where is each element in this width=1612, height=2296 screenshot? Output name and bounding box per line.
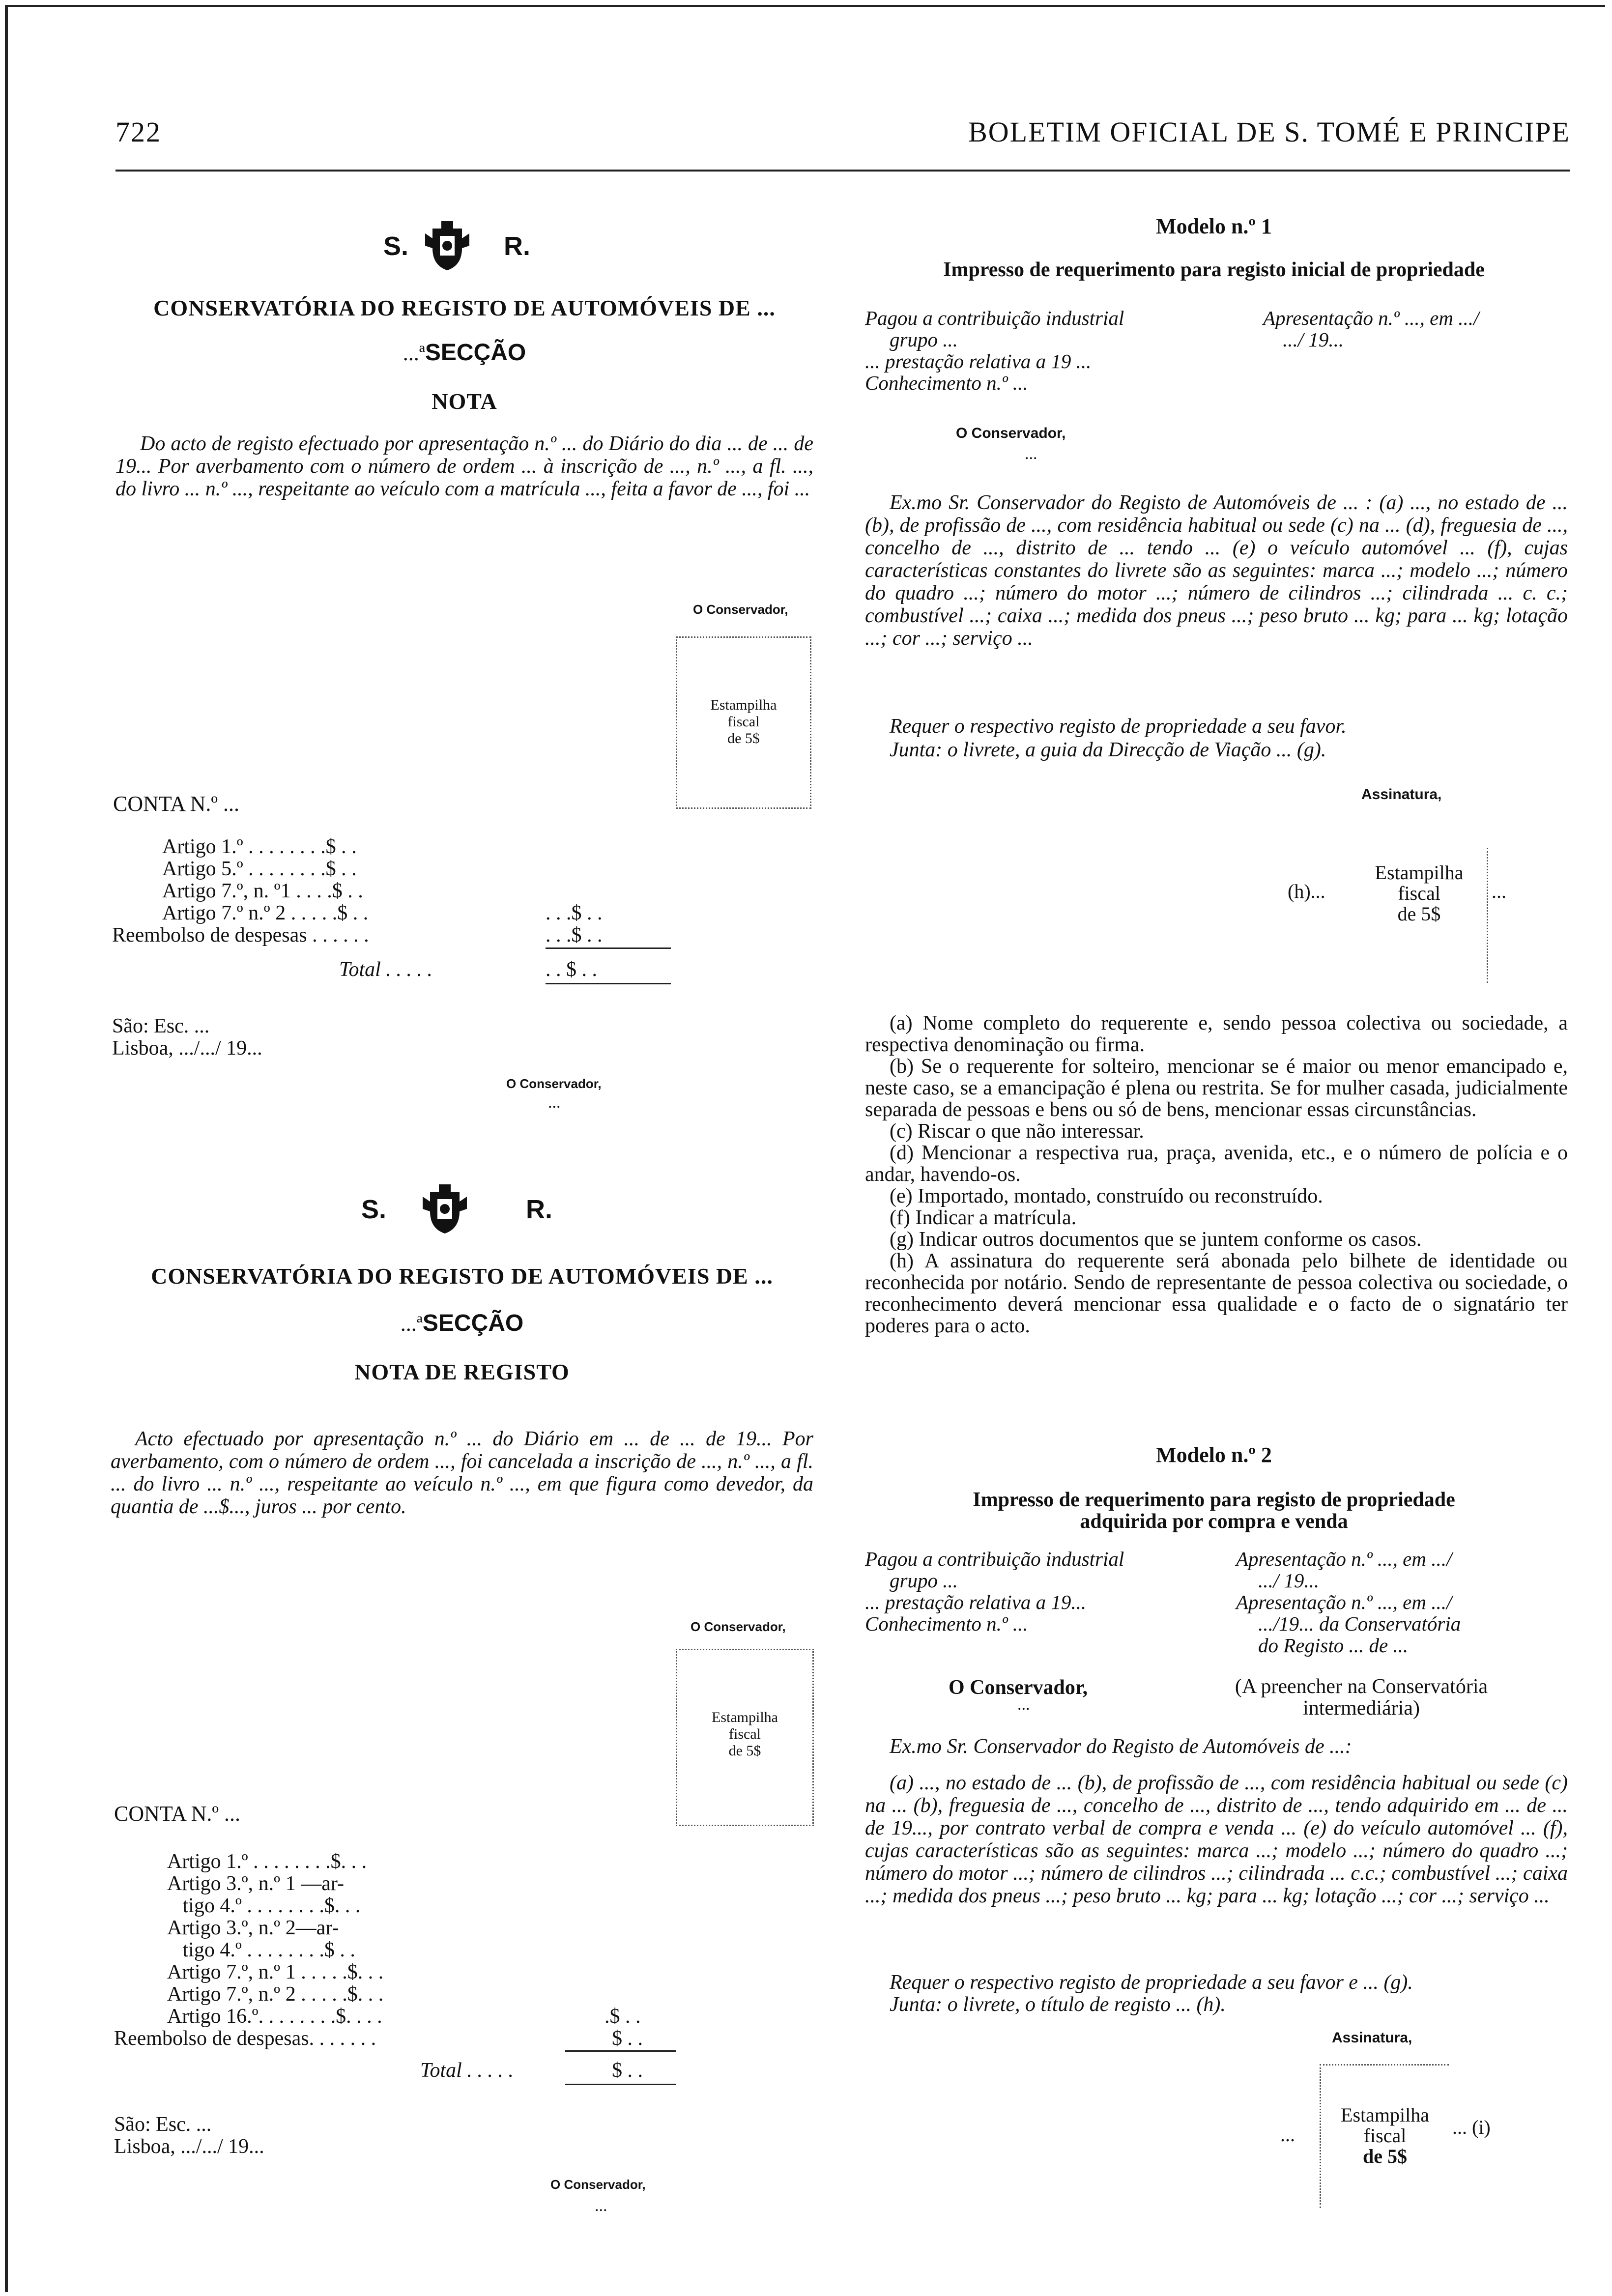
nota1-total-value: . . $ . . [546, 958, 597, 981]
nota2-row-3: tigo 4.º . . . . . . . .$. . . [167, 1894, 361, 1917]
nota1-conservador: O Conservador, [693, 602, 788, 617]
nota2-title: CONSERVATÓRIA DO REGISTO DE AUTOMÓVEIS DE ... [151, 1263, 773, 1289]
modelo1-note-a: (a) Nome completo do requerente e, sendo pessoa colectiva ou sociedade, a respectiva denominação ou firma. [865, 1012, 1568, 1056]
modelo1-title: Impresso de requerimento para registo inicial de propriedade [943, 258, 1485, 281]
nota1-conta: CONTA N.º ... [113, 792, 240, 816]
nota2-row-9: Reembolso de despesas. . . . . . . [114, 2027, 376, 2050]
coat-of-arms-icon [420, 1182, 469, 1236]
modelo1-note-g: (g) Indicar outros documentos que se juntem conforme os casos. [890, 1228, 1422, 1251]
modelo2-preencher [1189, 1676, 1533, 1719]
sr-letter-r-2: R. [526, 1195, 552, 1224]
modelo1-stamp-dots: ... [1492, 880, 1506, 902]
nota2-sao: São: Esc. ... [114, 2113, 212, 2136]
modelo2-junta: Junta: o livrete, o título de registo ... (h). [890, 1993, 1226, 2016]
nota1-title: CONSERVATÓRIA DO REGISTO DE AUTOMÓVEIS DE ... [153, 295, 776, 320]
modelo2-body: (a) ..., no estado de ... (b), de profissão de ..., com residência habitual ou sede (c) na ... (b), freguesia de ..., concelho de ..., distrito de ..., tendo adquirido em ... de ... de 19..., por contrato verbal de compra e venda ... (e) do veículo automóvel ... (f), cujas características são as seguintes: marca ...; modelo ...; número do quadro ...; número do motor ...; número de cilindros ...; cilindrada ... c.c.; combustível ...; caixa ...; medida dos pneus ...; peso bruto ... kg; para ... kg; lotação ...; cor ...; serviço ... [865, 1772, 1568, 1907]
nota2-row-1: Artigo 1.º . . . . . . . .$. . . [167, 1850, 367, 1873]
nota2-conservador: O Conservador, [691, 1619, 786, 1634]
modelo1-junta: Junta: o livrete, a guia da Direcção de Viação ... (g). [890, 739, 1326, 761]
modelo2-right-line2: .../ 19... [1258, 1569, 1320, 1592]
modelo1-right-line2: .../ 19... [1283, 328, 1344, 351]
modelo2-right-block [1236, 1548, 1570, 1656]
nota2-row-2: Artigo 3.º, n.º 1 —ar- [167, 1872, 344, 1895]
nota1-row-4-right: . . .$ . . [546, 902, 603, 924]
publication-title: BOLETIM OFICIAL DE S. TOMÉ E PRINCIPE [968, 116, 1570, 148]
nota2-total-value: $ . . [612, 2059, 643, 2082]
nota2-conta: CONTA N.º ... [114, 1802, 241, 1826]
nota2-seccao-label: SECÇÃO [422, 1310, 524, 1336]
header-rule [115, 170, 1570, 172]
modelo2-preencher-line1: (A preencher na Conservatória [1235, 1675, 1488, 1698]
nota2-body: Acto efectuado por apresentação n.º ... do Diário em ... de ... de 19... Por averbamento, com o número de ordem ..., foi cancelada a inscrição de ..., n.º ..., a fl. ... do livro ... n.º ..., respeitante ao veículo n.º ..., em que figura como devedor, da quantia de ...$..., juros ... por cento. [111, 1428, 813, 1518]
modelo2-right-line1: Apresentação n.º ..., em .../ [1236, 1548, 1452, 1570]
modelo2-assinatura: Assinatura, [1332, 2030, 1412, 2046]
nota1-conservador-2: O Conservador, [506, 1076, 602, 1091]
nota2-conservador-2: O Conservador, [550, 2177, 646, 2192]
nota2-subtotal-rule [565, 2050, 676, 2052]
modelo1-note-d: (d) Mencionar a respectiva rua, praça, avenida, etc., e o número de polícia e o andar, havendo-os. [865, 1142, 1568, 1186]
nota1-row-2: Artigo 5.º . . . . . . . .$ . . [162, 858, 357, 880]
nota1-sao: São: Esc. ... [112, 1015, 210, 1037]
nota1-seccao-label: SECÇÃO [425, 340, 526, 366]
nota2-row-6: Artigo 7.º, n.º 1 . . . . .$. . . [167, 1961, 384, 1983]
modelo1-requer: Requer o respectivo registo de propriedade a seu favor. [890, 715, 1347, 738]
modelo2-stamp-after: ... (i) [1452, 2116, 1491, 2138]
nota1-signature-dots: ... [548, 1093, 561, 1112]
nota1-body: Do acto de registo efectuado por apresentação n.º ... do Diário do dia ... de ... de 19... Por averbamento com o número de ordem ... à inscrição de ..., n.º ..., a fl. ..., do livro ... n.º ..., respeitante ao veículo com a matrícula ..., feita a favor de ..., foi ... [115, 432, 813, 500]
modelo2-left-line4: Conhecimento n.º ... [865, 1612, 1028, 1635]
nota1-seccao-prefix: ...ª [403, 341, 425, 365]
nota2-row-9-right: $ . . [612, 2027, 643, 2050]
modelo1-assinatura: Assinatura, [1361, 786, 1442, 803]
nota2-total: Total . . . . . [420, 2059, 514, 2082]
modelo1-notes [865, 1012, 1568, 1337]
modelo2-title-line2: adquirida por compra e venda [1080, 1510, 1348, 1533]
modelo1-note-h: (h) A assinatura do requerente será abonada pelo bilhete de identidade ou reconhecida por notário. Sendo de representante de pessoa colectiva ou sociedade, o reconhecimento deverá mencionar essa qualidade e o facto de o signatário ter poderes para o acto. [865, 1250, 1568, 1337]
nota2-row-8: Artigo 16.º. . . . . . . .$. . . . [167, 2005, 382, 2028]
modelo2-salutation: Ex.mo Sr. Conservador do Registo de Automóveis de ...: [890, 1735, 1352, 1758]
nota2-seccao-prefix: ...ª [400, 1312, 423, 1336]
modelo2-left-line2: grupo ... [890, 1569, 958, 1592]
modelo2-left-block [865, 1548, 1124, 1635]
modelo1-note-c: (c) Riscar o que não interessar. [890, 1120, 1144, 1143]
modelo2-right-line4: .../19... da Conservatória [1258, 1612, 1461, 1635]
nota1-row-1: Artigo 1.º . . . . . . . .$ . . [162, 835, 357, 858]
nota1-lisboa: Lisboa, .../.../ 19... [112, 1037, 262, 1060]
modelo2-title [858, 1489, 1570, 1532]
modelo1-note-e: (e) Importado, montado, construído ou reconstruído. [890, 1185, 1323, 1207]
nota1-row-4: Artigo 7.º n.º 2 . . . . .$ . . [162, 902, 369, 924]
nota2-seccao [111, 1310, 813, 1337]
nota2-row-8-right: .$ . . [604, 2005, 641, 2028]
modelo1-heading: Modelo n.º 1 [1156, 214, 1272, 238]
nota1-subtotal-rule [546, 947, 671, 949]
nota2-row-5: tigo 4.º . . . . . . . .$ . . [167, 1939, 355, 1961]
nota2-stamp-line2: fiscal [729, 1726, 761, 1742]
nota2-row-7: Artigo 7.º, n.º 2 . . . . .$. . . [167, 1983, 384, 2006]
modelo1-stamp-line2: fiscal [1398, 882, 1440, 904]
nota2-lisboa: Lisboa, .../.../ 19... [114, 2135, 264, 2158]
modelo2-right-line5: do Registo ... de ... [1258, 1634, 1409, 1657]
modelo2-title-line1: Impresso de requerimento para registo de propriedade [973, 1489, 1455, 1511]
modelo1-signature-dots: ... [1025, 445, 1037, 463]
sr-letter-s-2: S. [361, 1195, 387, 1224]
nota2-stamp-line1: Estampilha [712, 1709, 778, 1725]
modelo1-right-line1: Apresentação n.º ..., em .../ [1263, 307, 1479, 329]
modelo1-stamp [1352, 848, 1488, 983]
nota1-stamp-line3: de 5$ [727, 730, 760, 746]
modelo2-preencher-line2: intermediária) [1303, 1697, 1420, 1720]
modelo1-stamp-line1: Estampilha [1375, 861, 1464, 884]
modelo2-signature-dots: ... [1017, 1695, 1030, 1714]
nota1-total-rule [546, 983, 671, 984]
modelo2-stamp [1320, 2064, 1449, 2208]
nota1-row-5: Reembolso de despesas . . . . . . [112, 924, 369, 947]
modelo1-note-b: (b) Se o requerente for solteiro, mencionar se é maior ou menor emancipado e, neste caso, se a emancipação é plena ou restrita. Se for mulher casada, judicialmente separada de pessoas e bens ou só de bens, mencionar essas circunstâncias. [865, 1055, 1568, 1121]
nota1-row-5-right: . . .$ . . [546, 924, 603, 947]
nota2-signature-dots: ... [595, 2197, 607, 2215]
modelo1-left-block [865, 307, 1124, 394]
nota1-stamp [676, 636, 811, 809]
modelo2-stamp-line2: fiscal [1363, 2124, 1407, 2147]
nota2-total-rule [565, 2084, 676, 2085]
nota1-subtitle: NOTA [432, 389, 497, 414]
modelo1-right-block [1263, 307, 1479, 350]
nota1-stamp-line1: Estampilha [710, 697, 777, 713]
modelo1-left-line2: grupo ... [890, 328, 958, 351]
nota2-stamp-line3: de 5$ [728, 1743, 761, 1759]
modelo1-body: Ex.mo Sr. Conservador do Registo de Automóveis de ... : (a) ..., no estado de ... (b), de profissão de ..., com residência habitual ou sede (c) na ... (d), freguesia de ..., concelho de ..., distrito de ... tendo ... (e) o veículo automóvel ... (f), cujas características constantes do livrete são as seguintes: marca ...; modelo ...; número do quadro ...; número do motor ...; número de cilindros ...; cilindrada ... c. c.; combustível ...; caixa ...; medida dos pneus ...; peso bruto ... kg; para ... kg; lotação ...; cor ...; serviço ... [865, 491, 1568, 650]
nota2-row-4: Artigo 3.º, n.º 2—ar- [167, 1917, 339, 1939]
sr-letter-s: S. [383, 231, 409, 261]
modelo2-stamp-line3: de 5$ [1363, 2145, 1407, 2167]
modelo2-conservador: O Conservador, [949, 1676, 1088, 1699]
modelo2-stamp-label: ... [1280, 2124, 1295, 2146]
nota1-seccao [115, 339, 813, 366]
modelo2-right-line3: Apresentação n.º ..., em .../ [1236, 1591, 1452, 1613]
modelo1-left-line3: ... prestação relativa a 19 ... [865, 350, 1092, 373]
nota2-stamp [676, 1649, 814, 1826]
modelo2-requer: Requer o respectivo registo de propriedade a seu favor e ... (g). [890, 1971, 1413, 1994]
sr-letter-r: R. [504, 231, 530, 261]
modelo1-conservador: O Conservador, [956, 425, 1066, 441]
page-number: 722 [115, 116, 161, 148]
nota1-row-3: Artigo 7.º, n. º1 . . . .$ . . [162, 880, 363, 902]
modelo2-heading: Modelo n.º 2 [1156, 1443, 1272, 1467]
nota1-total: Total . . . . . [339, 958, 432, 981]
nota2-subtitle: NOTA DE REGISTO [354, 1359, 570, 1384]
modelo2-left-line1: Pagou a contribuição industrial [865, 1548, 1124, 1570]
nota1-stamp-line2: fiscal [727, 714, 760, 730]
coat-of-arms-icon [423, 219, 472, 273]
modelo1-stamp-line3: de 5$ [1397, 903, 1441, 925]
modelo2-left-line3: ... prestação relativa a 19... [865, 1591, 1087, 1613]
modelo1-stamp-label: (h)... [1288, 880, 1325, 902]
modelo1-note-f: (f) Indicar a matrícula. [890, 1206, 1077, 1229]
modelo1-left-line4: Conhecimento n.º ... [865, 372, 1028, 394]
modelo1-left-line1: Pagou a contribuição industrial [865, 307, 1124, 329]
modelo2-stamp-line1: Estampilha [1341, 2104, 1429, 2126]
